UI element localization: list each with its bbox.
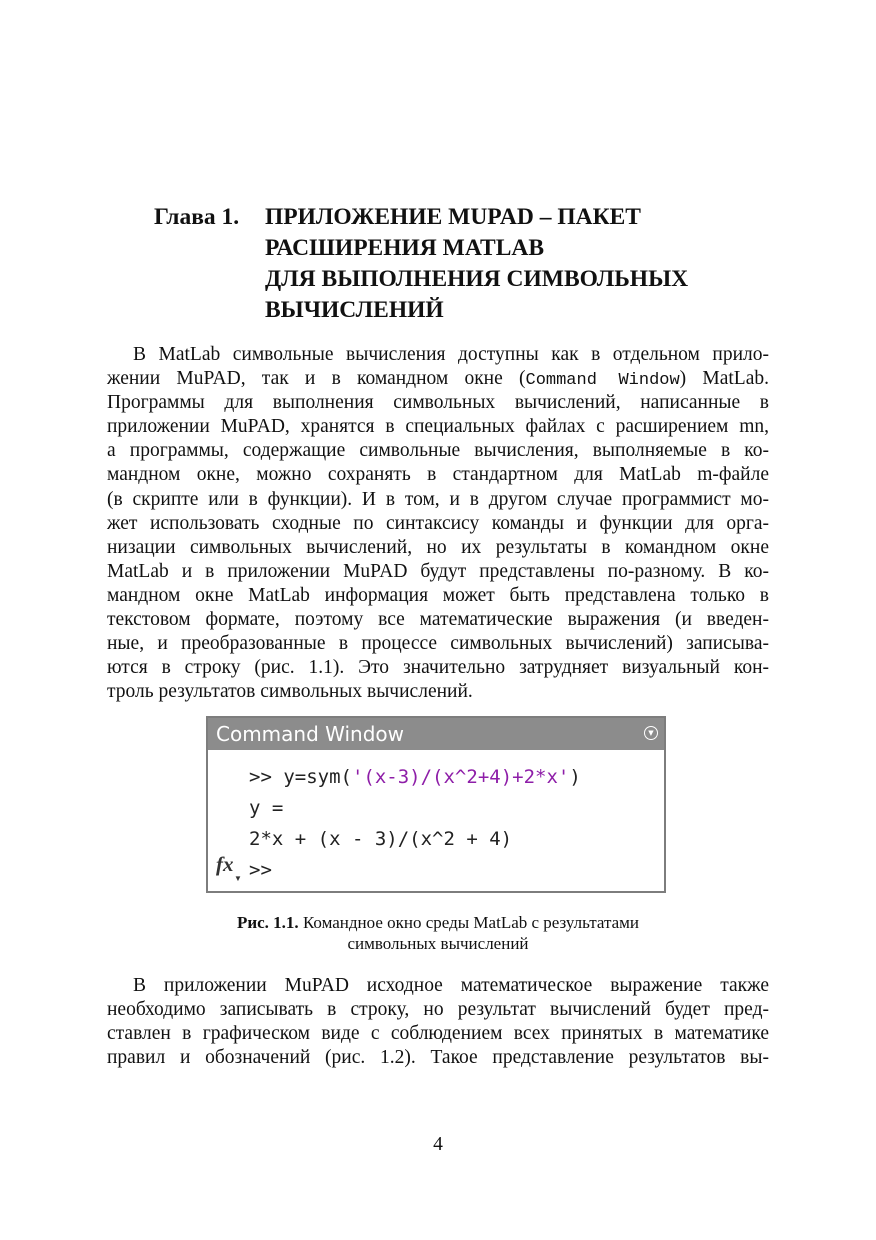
code-line: >> bbox=[249, 859, 272, 881]
paragraph-line: а программы, содержащие символьные вычисления, выполняемые в ко- bbox=[107, 440, 769, 462]
paragraph-line: необходимо записывать в строку, но результат вычислений будет пред- bbox=[107, 999, 769, 1021]
caption-line: символьных вычислений bbox=[347, 934, 529, 953]
paragraph-line: правил и обозначений (рис. 1.2). Такое представление результатов вы- bbox=[107, 1047, 769, 1069]
paragraph-line: приложении MuPAD, хранятся в специальных файлах с расширением mn, bbox=[107, 416, 769, 438]
paragraph-line: жет использовать сходные по синтаксису команды и функции для орга- bbox=[107, 512, 769, 534]
code-command: y=sym( bbox=[283, 766, 352, 788]
paragraph-line: текстовом формате, поэтому все математические выражения (и введен- bbox=[107, 609, 769, 631]
chapter-title-line: ДЛЯ ВЫПОЛНЕНИЯ СИМВОЛЬНЫХ bbox=[265, 266, 689, 292]
code-line: y = bbox=[249, 797, 284, 819]
second-paragraph bbox=[107, 974, 769, 1070]
paragraph-line: ные, и преобразованные в процессе символьных вычислений) записыва- bbox=[107, 633, 769, 655]
command-window-title: Command Window bbox=[216, 722, 405, 746]
command-window-body bbox=[208, 750, 664, 891]
paragraph-line: MatLab и в приложении MuPAD будут представлены по-разному. В ко- bbox=[107, 560, 769, 582]
chapter-label: Глава 1. bbox=[154, 204, 240, 230]
paragraph-line: ются в строку (рис. 1.1). Это значительно затрудняет визуальный кон- bbox=[107, 657, 769, 679]
command-window-titlebar bbox=[208, 718, 664, 750]
command-window-code bbox=[249, 762, 581, 886]
paragraph-line bbox=[107, 367, 769, 391]
paragraph-line: Программы для выполнения символьных вычислений, написанные в bbox=[107, 392, 769, 414]
code-line: 2*x + (x - 3)/(x^2 + 4) bbox=[249, 828, 513, 850]
command-window-figure bbox=[206, 716, 666, 893]
intro-paragraph bbox=[107, 343, 769, 704]
caption-label: Рис. 1.1. bbox=[236, 913, 299, 932]
caption-text: Командное окно среды MatLab с результатами bbox=[302, 913, 640, 932]
paragraph-line: В приложении MuPAD исходное математическое выражение также bbox=[133, 975, 769, 996]
caption-line bbox=[107, 912, 769, 933]
paragraph-line: мандном окне MatLab информация может быть представлена только в bbox=[107, 584, 769, 606]
paragraph-line: мандном окне, можно сохранять в стандартном для MatLab m-файле bbox=[107, 464, 769, 486]
paragraph-text: ) MatLab. bbox=[679, 368, 769, 390]
paragraph-text: жении MuPAD, так и в командном окне ( bbox=[107, 368, 526, 390]
paragraph-line: В MatLab символьные вычисления доступны как в отдельном прило- bbox=[133, 344, 769, 365]
paragraph-line: ставлен в графическом виде с соблюдением всех принятых в математике bbox=[107, 1023, 769, 1045]
circle-chevron-down-icon: ▼ bbox=[644, 726, 658, 740]
chapter-title-line: ВЫЧИСЛЕНИЙ bbox=[265, 297, 444, 323]
prompt: >> bbox=[249, 766, 272, 788]
page-number: 4 bbox=[433, 1134, 443, 1155]
chevron-down-icon: ▼ bbox=[234, 874, 242, 883]
paragraph-line: троль результатов символьных вычислений. bbox=[107, 681, 473, 703]
fx-icon: fx bbox=[216, 852, 234, 876]
inline-code: Command Window bbox=[525, 371, 680, 391]
paragraph-line: низации символьных вычислений, но их результаты в командном окне bbox=[107, 536, 769, 558]
figure-caption bbox=[107, 912, 769, 954]
code-string: '(x-3)/(x^2+4)+2*x' bbox=[351, 766, 570, 788]
code-line bbox=[249, 762, 581, 793]
paragraph-line: (в скрипте или в функции). И в том, и в другом случае программист мо- bbox=[107, 488, 769, 510]
code-command: ) bbox=[569, 766, 581, 788]
chapter-title bbox=[265, 202, 688, 326]
chapter-title-line: РАСШИРЕНИЯ MATLAB bbox=[265, 235, 545, 261]
chapter-title-line: ПРИЛОЖЕНИЕ MUPAD – ПАКЕТ bbox=[265, 204, 641, 230]
